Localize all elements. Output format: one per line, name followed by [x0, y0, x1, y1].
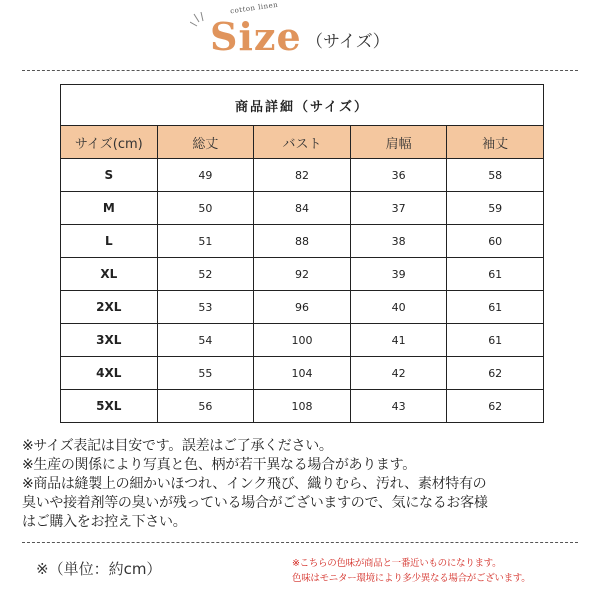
- color-note: [292, 556, 530, 586]
- color-note-line: ※こちらの色味が商品と一番近いものになります。: [292, 558, 502, 569]
- table-header-row: [61, 126, 544, 159]
- size-label-cell: 2XL: [61, 291, 158, 324]
- table-cell: 39: [350, 258, 447, 291]
- table-cell: 96: [254, 291, 351, 324]
- size-label-cell: M: [61, 192, 158, 225]
- size-label-cell: S: [61, 159, 158, 192]
- table-cell: 54: [157, 324, 254, 357]
- table-cell: 53: [157, 291, 254, 324]
- table-cell: 36: [350, 159, 447, 192]
- unit-note: ※（単位：約cm）: [36, 560, 162, 578]
- page-subtitle: （サイズ）: [306, 32, 390, 52]
- table-row: [61, 258, 544, 291]
- table-cell: 43: [350, 390, 447, 423]
- table-cell: 62: [447, 357, 544, 390]
- size-table: [60, 84, 544, 423]
- table-cell: 59: [447, 192, 544, 225]
- column-header-bust: バスト: [254, 126, 351, 159]
- column-header-sleeve: 袖丈: [447, 126, 544, 159]
- table-cell: 42: [350, 357, 447, 390]
- size-label-cell: 3XL: [61, 324, 158, 357]
- note-line: ※生産の関係により写真と色、柄が若干異なる場合があります。: [22, 457, 416, 473]
- table-cell: 92: [254, 258, 351, 291]
- table-row: [61, 159, 544, 192]
- table-row: [61, 192, 544, 225]
- header: [0, 0, 600, 70]
- table-row: [61, 291, 544, 324]
- table-cell: 61: [447, 291, 544, 324]
- note-line: ※サイズ表記は目安です。誤差はご了承ください。: [22, 438, 333, 454]
- table-cell: 88: [254, 225, 351, 258]
- table-cell: 37: [350, 192, 447, 225]
- table-row: [61, 324, 544, 357]
- table-cell: 100: [254, 324, 351, 357]
- table-title: 商品詳細（サイズ）: [61, 85, 544, 126]
- table-cell: 58: [447, 159, 544, 192]
- tagline: cotton linen: [229, 0, 279, 16]
- table-cell: 49: [157, 159, 254, 192]
- table-cell: 51: [157, 225, 254, 258]
- table-cell: 108: [254, 390, 351, 423]
- page-title: Size: [210, 14, 302, 59]
- table-cell: 61: [447, 324, 544, 357]
- table-cell: 82: [254, 159, 351, 192]
- table-row: [61, 390, 544, 423]
- color-note-line: 色味はモニター環境により多少異なる場合がございます。: [292, 573, 531, 584]
- table-cell: 104: [254, 357, 351, 390]
- table-cell: 61: [447, 258, 544, 291]
- table-cell: 40: [350, 291, 447, 324]
- notes: [22, 437, 582, 532]
- decorative-lines-icon: [190, 12, 210, 32]
- table-cell: 56: [157, 390, 254, 423]
- note-line: 臭いや接着剤等の臭いが残っている場合がございますので、気になるお客様: [22, 495, 488, 511]
- table-cell: 52: [157, 258, 254, 291]
- size-label-cell: XL: [61, 258, 158, 291]
- column-header-shoulder: 肩幅: [350, 126, 447, 159]
- size-label-cell: 5XL: [61, 390, 158, 423]
- table-cell: 38: [350, 225, 447, 258]
- table-cell: 84: [254, 192, 351, 225]
- note-line: ※商品は縫製上の細かいほつれ、インク飛び、織りむら、汚れ、素材特有の: [22, 476, 487, 492]
- bottom-divider: [22, 542, 578, 543]
- note-line: はご購入をお控え下さい。: [22, 514, 187, 530]
- table-row: [61, 225, 544, 258]
- table-title-row: [61, 85, 544, 126]
- table-cell: 62: [447, 390, 544, 423]
- table-cell: 60: [447, 225, 544, 258]
- size-label-cell: 4XL: [61, 357, 158, 390]
- table-row: [61, 357, 544, 390]
- column-header-length: 総丈: [157, 126, 254, 159]
- size-label-cell: L: [61, 225, 158, 258]
- table-cell: 41: [350, 324, 447, 357]
- column-header-size: サイズ(cm): [61, 126, 158, 159]
- table-cell: 55: [157, 357, 254, 390]
- table-cell: 50: [157, 192, 254, 225]
- top-divider: [22, 70, 578, 71]
